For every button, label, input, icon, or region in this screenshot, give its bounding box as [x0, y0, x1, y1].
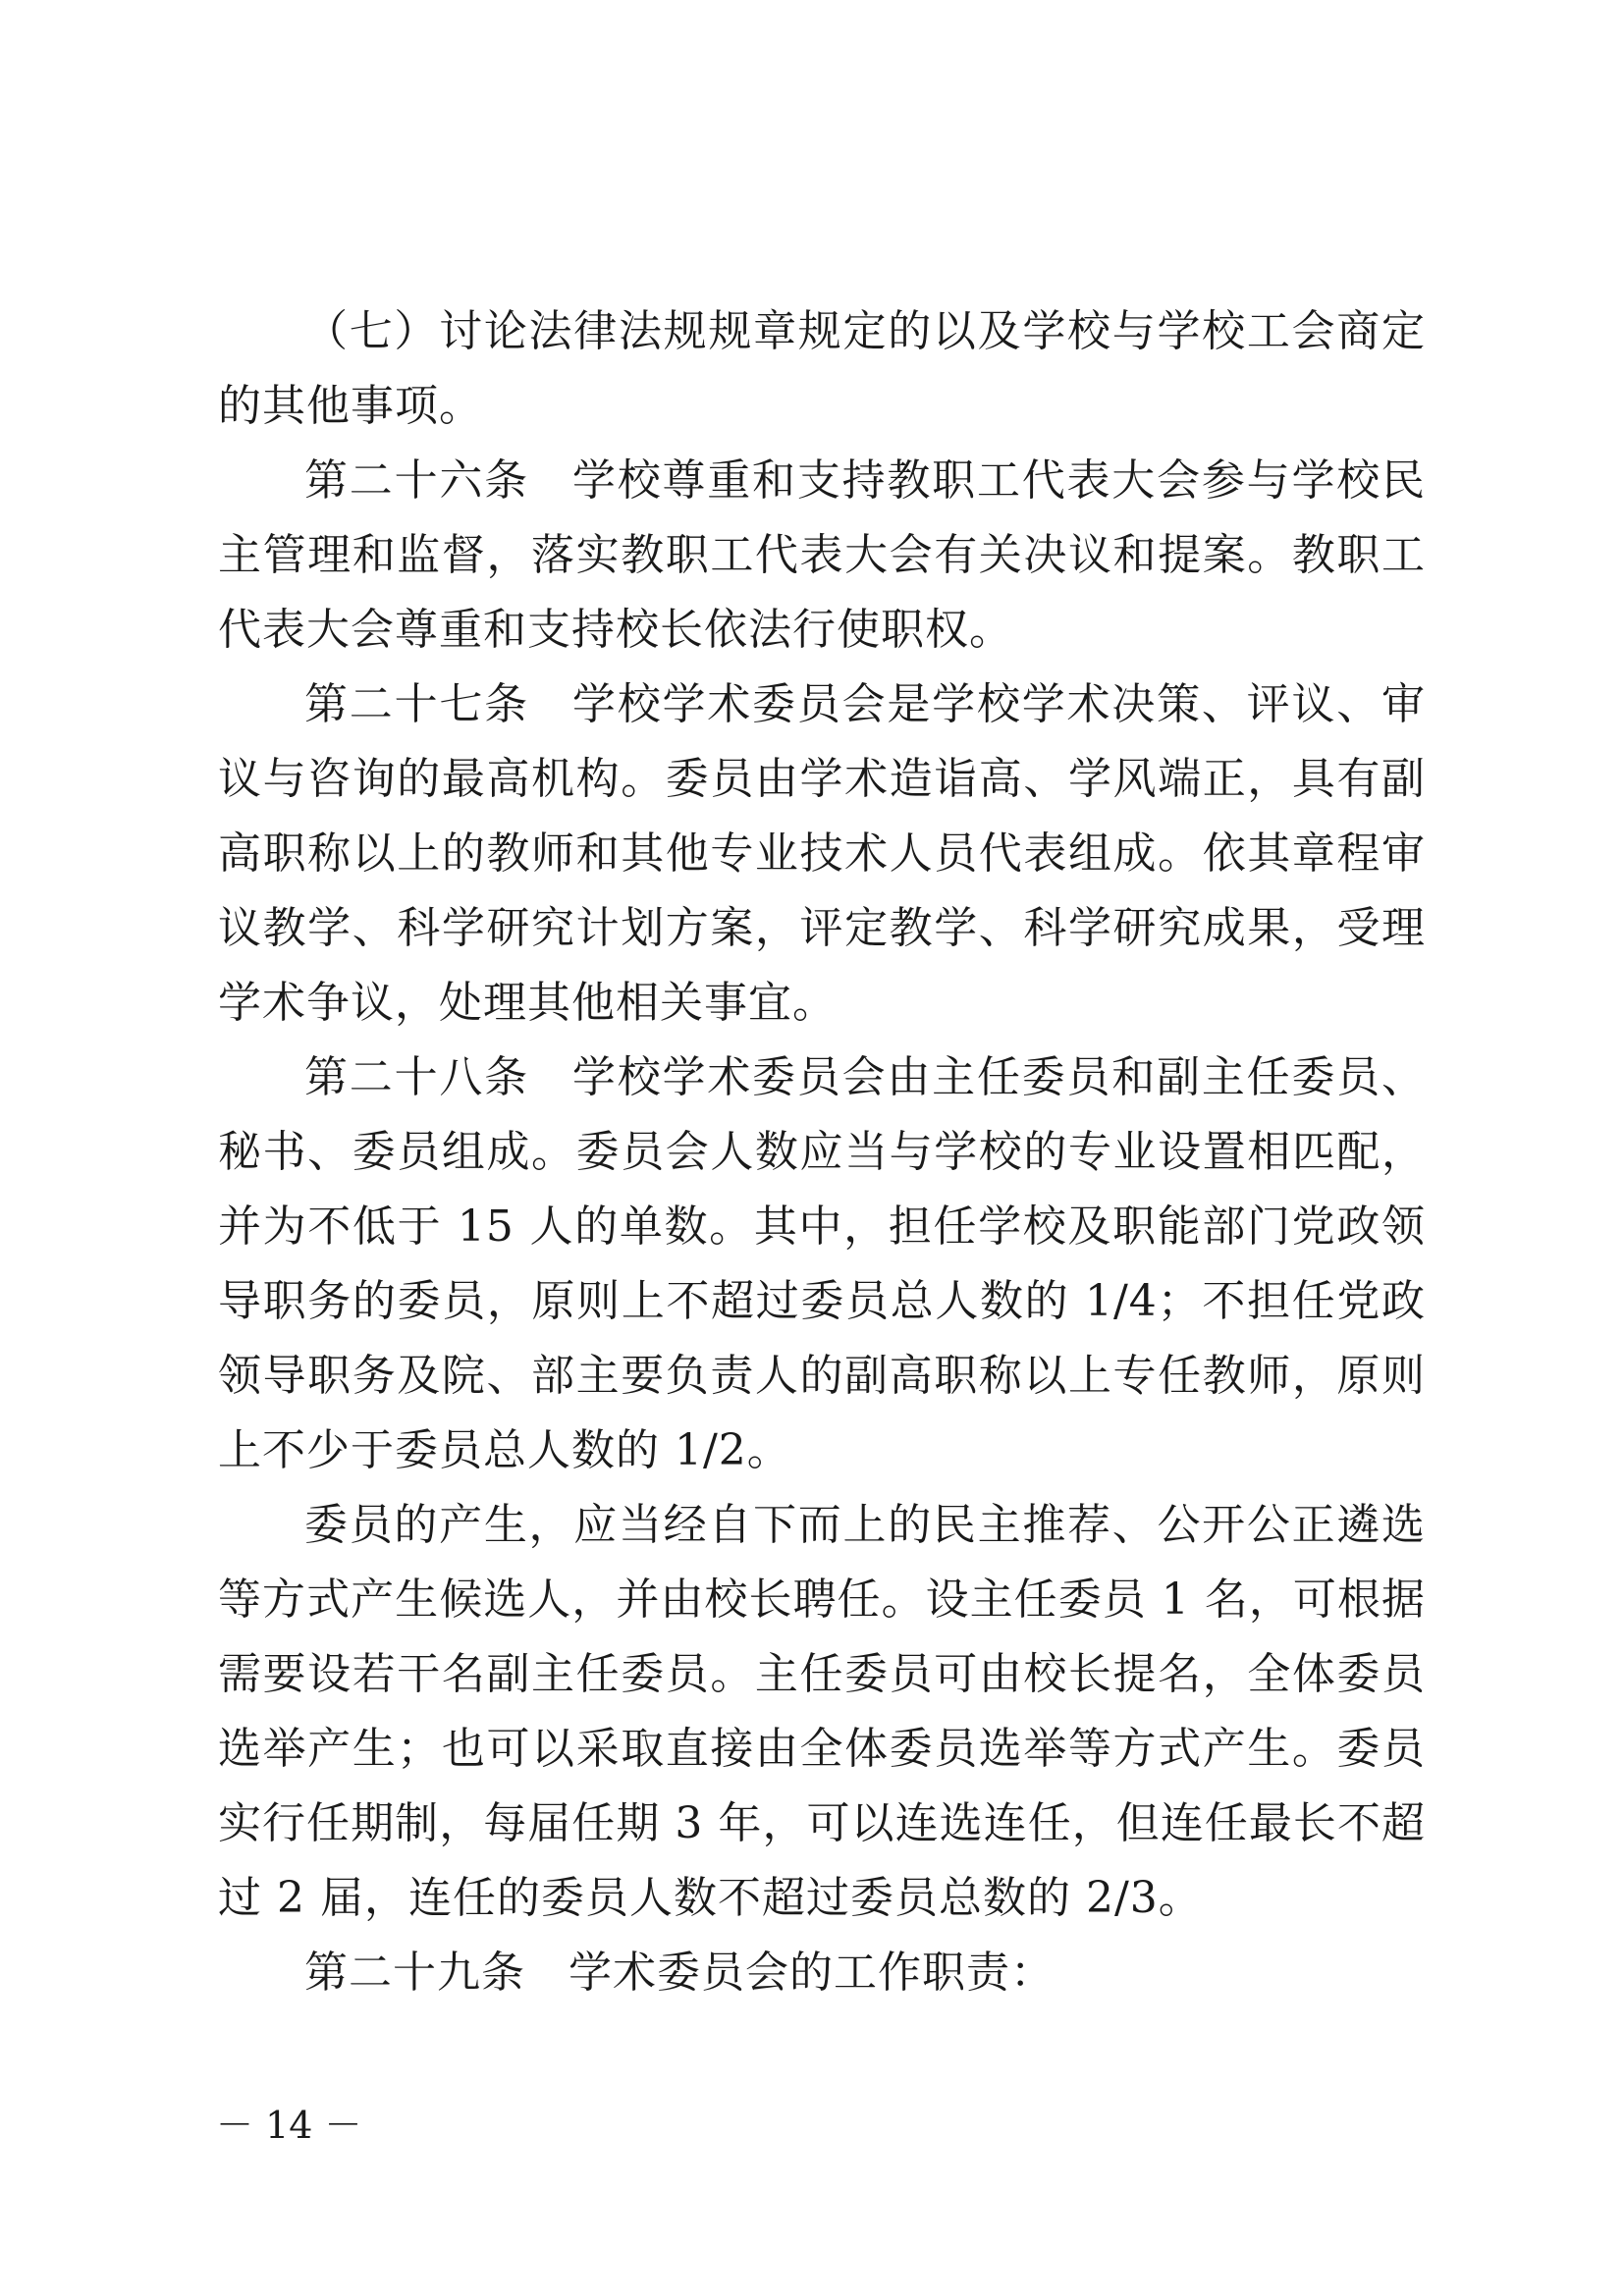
- paragraph-text: 学术委员会的工作职责：: [568, 1948, 1055, 1998]
- article-number: 第二十七条: [304, 679, 529, 729]
- article-number: 第二十九条: [304, 1948, 525, 1998]
- article-29-paragraph: [218, 1936, 1426, 2010]
- article-27-paragraph: [218, 667, 1426, 1041]
- page-number: － 14 －: [216, 2104, 362, 2147]
- committee-members-paragraph: [218, 1488, 1426, 1936]
- article-number: 第二十六条: [304, 455, 529, 506]
- article-28-paragraph: [218, 1041, 1426, 1488]
- paragraph-item-7: [218, 294, 1426, 444]
- paragraph-text: 学校学术委员会是学校学术决策、评议、审议与咨询的最高机构。委员由学术造诣高、学风端正，具有副高职称以上的教师和其他专业技术人员代表组成。依其章程审议教学、科学研究计划方案，评定教学、科学研究成果，受理学术争议，处理其他相关事宜。: [218, 679, 1427, 1028]
- article-number: 第二十八条: [304, 1052, 529, 1102]
- paragraph-text: 学校尊重和支持教职工代表大会参与学校民主管理和监督，落实教职工代表大会有关决议和提案。教职工代表大会尊重和支持校长依法行使职权。: [218, 455, 1427, 655]
- paragraph-text: （七）讨论法律法规规章规定的以及学校与学校工会商定的其他事项。: [218, 306, 1426, 431]
- paragraph-text: 委员的产生，应当经自下而上的民主推荐、公开公正遴选等方式产生候选人，并由校长聘任。设主任委员 1 名，可根据需要设若干名副主任委员。主任委员可由校长提名，全体委员选举产生；也可以采取直接由全体委员选举等方式产生。委员实行任期制，每届任期 3 年，可以连选连任，但连任最长不超过 2 届，连任的委员人数不超过委员总数的 2/3。: [218, 1500, 1426, 1923]
- document-body: [218, 294, 1426, 2010]
- article-26-paragraph: [218, 444, 1426, 667]
- paragraph-text: 学校学术委员会由主任委员和副主任委员、秘书、委员组成。委员会人数应当与学校的专业设置相匹配，并为不低于 15 人的单数。其中，担任学校及职能部门党政领导职务的委员，原则上不超过委员总人数的 1/4；不担任党政领导职务及院、部主要负责人的副高职称以上专任教师，原则上不少于委员总人数的 1/2。: [218, 1052, 1427, 1475]
